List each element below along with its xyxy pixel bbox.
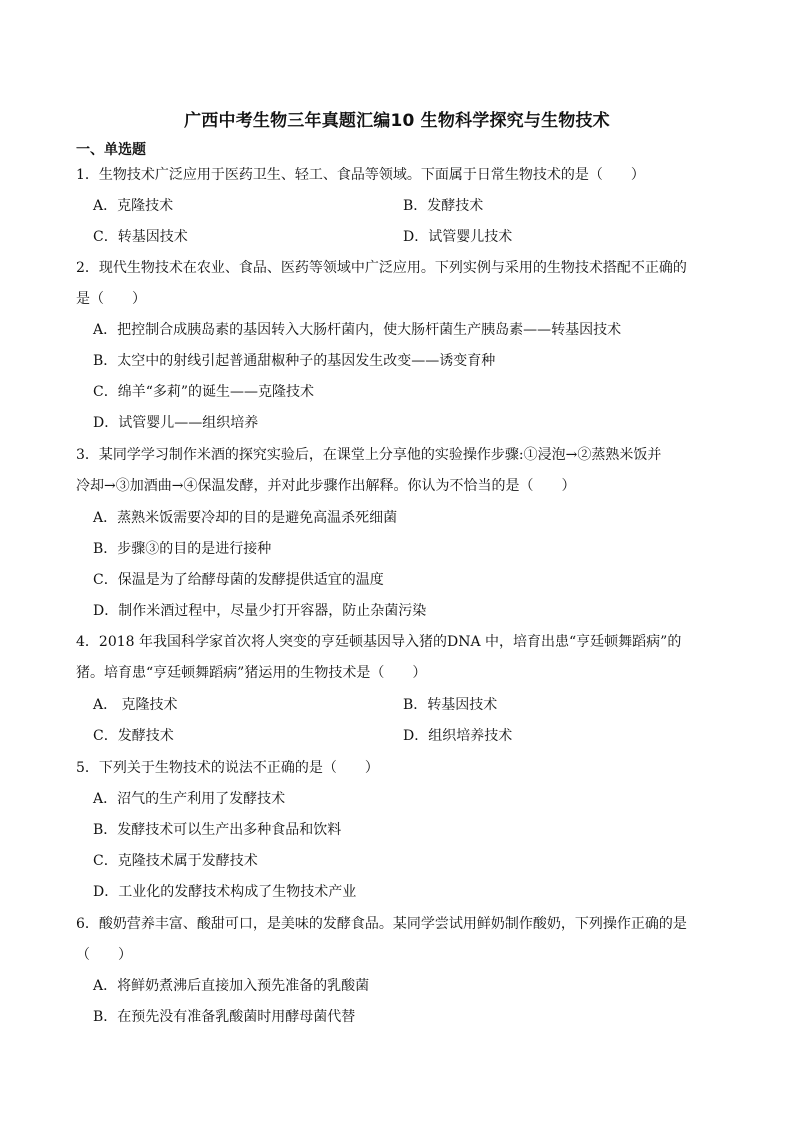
question-2-stem-line-1: 2．现代生物技术在农业、食品、医药等领域中广泛应用。下列实例与采用的生物技术搭配不正确的 [76, 260, 687, 276]
question-3-option-d: D．制作米酒过程中，尽量少打开容器，防止杂菌污染 [93, 603, 427, 619]
question-6-stem-line-2: （ ） [76, 947, 132, 963]
question-1-option-b: B．发酵技术 [403, 198, 484, 214]
page-title: 广西中考生物三年真题汇编10 生物科学探究与生物技术 [184, 111, 610, 131]
question-4-option-a: A． 克隆技术 [93, 697, 178, 713]
question-3-stem-line-1: 3．某同学学习制作米酒的探究实验后，在课堂上分享他的实验操作步骤:①浸泡→②蒸熟米饭并 [76, 447, 662, 463]
question-5-stem: 5．下列关于生物技术的说法不正确的是（ ） [76, 760, 379, 776]
question-3-option-a: A．蒸熟米饭需要冷却的目的是避免高温杀死细菌 [93, 510, 398, 526]
question-4-option-c: C．发酵技术 [93, 728, 174, 744]
question-2-option-c: C．绵羊“多莉”的诞生——克隆技术 [93, 384, 315, 400]
question-5-option-c: C．克隆技术属于发酵技术 [93, 853, 258, 869]
question-5-option-b: B．发酵技术可以生产出多种食品和饮料 [93, 822, 342, 838]
question-4-option-b: B．转基因技术 [403, 697, 498, 713]
question-5-option-d: D．工业化的发酵技术构成了生物技术产业 [93, 884, 357, 900]
question-6-option-b: B．在预先没有准备乳酸菌时用酵母菌代替 [93, 1009, 356, 1025]
question-3-option-c: C．保温是为了给酵母菌的发酵提供适宜的温度 [93, 572, 384, 588]
question-1-option-a: A．克隆技术 [93, 198, 174, 214]
question-2-stem-line-2: 是（ ） [76, 291, 146, 307]
question-6-option-a: A．将鲜奶煮沸后直接加入预先准备的乳酸菌 [93, 978, 370, 994]
question-3-option-b: B．步骤③的目的是进行接种 [93, 541, 272, 557]
section-heading: 一、单选题 [76, 142, 146, 158]
question-6-stem-line-1: 6．酸奶营养丰富、酸甜可口，是美味的发酵食品。某同学尝试用鲜奶制作酸奶，下列操作正确的是 [76, 916, 687, 932]
question-2-option-b: B．太空中的射线引起普通甜椒种子的基因发生改变——诱变育种 [93, 353, 496, 369]
question-2-option-a: A．把控制合成胰岛素的基因转入大肠杆菌内，使大肠杆菌生产胰岛素——转基因技术 [93, 322, 622, 338]
question-2-option-d: D．试管婴儿——组织培养 [93, 415, 259, 431]
question-4-stem-line-1: 4．2018 年我国科学家首次将人突变的亨廷顿基因导入猪的DNA 中，培育出患“亨廷顿舞蹈病”的 [76, 634, 682, 650]
question-5-option-a: A．沼气的生产利用了发酵技术 [93, 791, 286, 807]
question-1-option-c: C．转基因技术 [93, 229, 188, 245]
question-3-stem-line-2: 冷却→③加酒曲→④保温发酵，并对此步骤作出解释。你认为不恰当的是（ ） [76, 478, 576, 494]
question-1-stem: 1．生物技术广泛应用于医药卫生、轻工、食品等领域。下面属于日常生物技术的是（ ） [76, 167, 645, 183]
question-4-option-d: D．组织培养技术 [403, 728, 513, 744]
question-4-stem-line-2: 猪。培育患“亨廷顿舞蹈病”猪运用的生物技术是（ ） [76, 665, 427, 681]
question-1-option-d: D．试管婴儿技术 [403, 229, 513, 245]
